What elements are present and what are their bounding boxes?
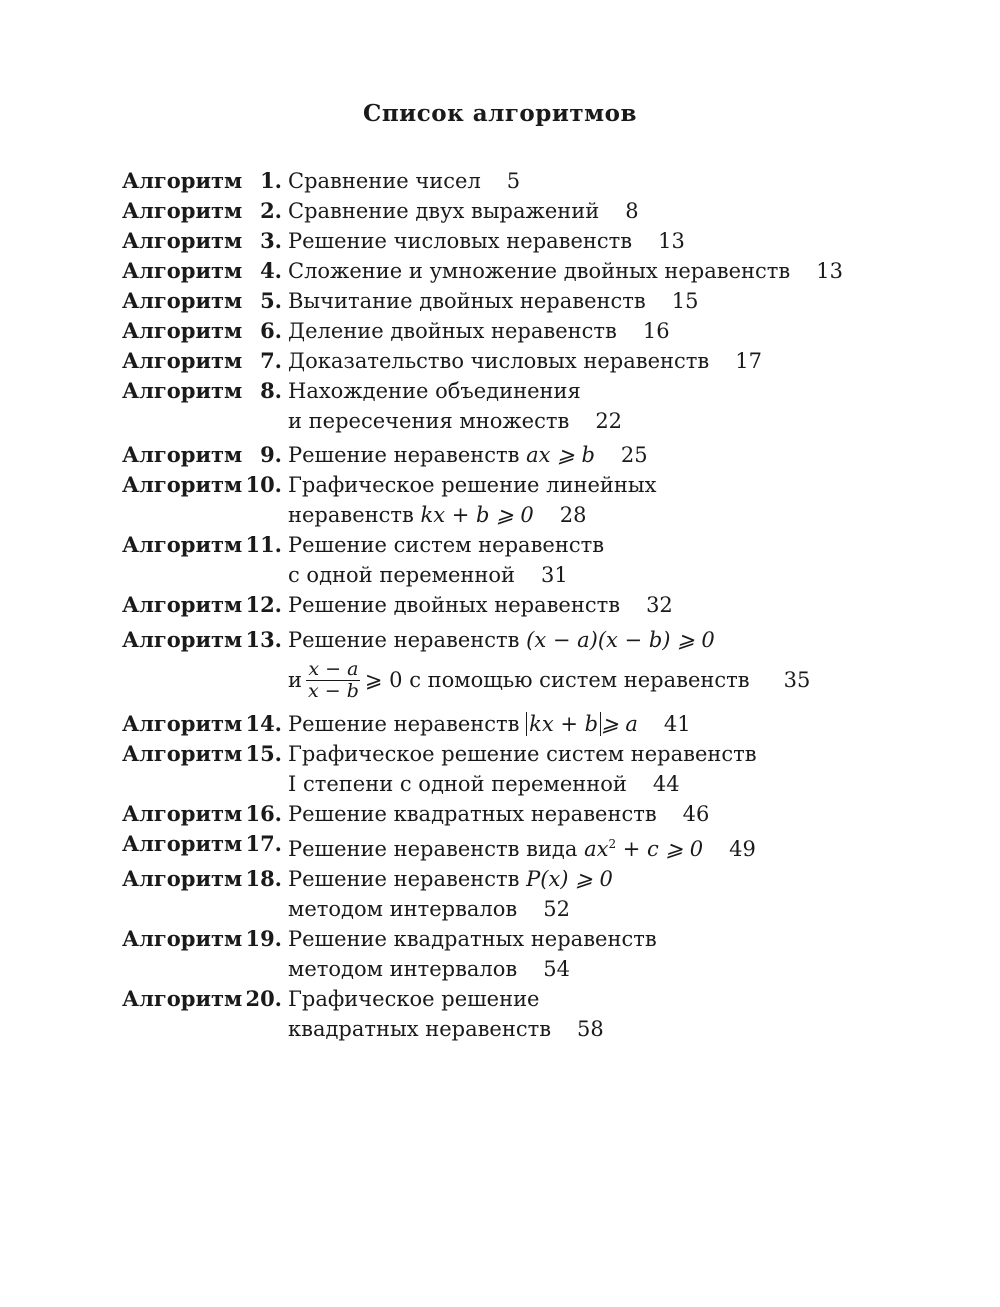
entry-page: 52 — [543, 897, 570, 921]
entry-label-word: Алгоритм — [122, 866, 243, 891]
entry-number: 19. — [245, 926, 282, 951]
entry-label-word: Алгоритм — [122, 168, 243, 193]
entry-label-word: Алгоритм — [122, 288, 243, 313]
entry-number: 5. — [260, 288, 282, 313]
math-exponent: 2 — [608, 837, 617, 851]
fraction — [306, 659, 361, 702]
entry-title: Решение неравенств — [288, 867, 520, 891]
list-item — [122, 286, 922, 316]
entry-title-line: и пересечения множеств — [288, 409, 570, 433]
entry-number: 13. — [245, 627, 282, 652]
list-item — [122, 739, 922, 799]
list-item — [122, 799, 922, 829]
entry-title-line: Графическое решение систем неравенств — [288, 742, 757, 766]
entry-label-word: Алгоритм — [122, 831, 243, 856]
math-relation: + c ⩾ 0 — [622, 837, 704, 861]
entry-title-line: Нахождение объединения — [288, 379, 581, 403]
list-item — [122, 709, 922, 739]
entry-title-line: квадратных неравенств — [288, 1017, 552, 1041]
entry-label-word: Алгоритм — [122, 926, 243, 951]
entry-label-word: Алгоритм — [122, 627, 243, 652]
entry-label-word: Алгоритм — [122, 198, 243, 223]
entry-number: 16. — [245, 801, 282, 826]
entry-number: 10. — [245, 472, 282, 497]
list-item — [122, 924, 922, 984]
entry-label-word: Алгоритм — [122, 228, 243, 253]
entry-number: 12. — [245, 592, 282, 617]
page-title: Список алгоритмов — [363, 100, 637, 127]
entry-page: 16 — [642, 319, 670, 343]
entry-page: 58 — [577, 1017, 604, 1041]
entry-page: 49 — [729, 837, 756, 861]
math-expression: (x − a)(x − b) ⩾ 0 — [526, 628, 715, 652]
entry-page: 32 — [646, 593, 673, 617]
entry-page: 22 — [595, 409, 623, 433]
entry-number: 18. — [245, 866, 282, 891]
math-expression: P(x) ⩾ 0 — [526, 867, 613, 891]
entry-page: 31 — [541, 563, 568, 587]
entry-title: Сравнение чисел — [288, 169, 481, 193]
entry-number: 4. — [260, 258, 282, 283]
entry-label-word: Алгоритм — [122, 318, 243, 343]
entry-title: Сложение и умножение двойных неравенств — [288, 259, 791, 283]
entry-number: 11. — [245, 532, 282, 557]
list-item — [122, 829, 922, 864]
entry-page: 41 — [663, 712, 691, 736]
entry-label-word: Алгоритм — [122, 442, 243, 467]
entry-label-word: Алгоритм — [122, 986, 243, 1011]
list-item — [122, 166, 922, 196]
entry-label-word: Алгоритм — [122, 711, 243, 736]
list-item — [122, 256, 922, 286]
fraction-denominator: x − b — [308, 679, 359, 702]
entry-page: 5 — [506, 169, 521, 193]
entry-label-word: Алгоритм — [122, 472, 243, 497]
fraction-numerator: x − a — [308, 657, 359, 680]
entry-number: 15. — [245, 741, 282, 766]
list-item — [122, 440, 922, 470]
entry-title-line: методом интервалов — [288, 957, 518, 981]
entry-title: Решение квадратных неравенств — [288, 802, 657, 826]
entry-title-line: с помощью систем неравенств — [409, 668, 750, 692]
entry-conjunction: и — [288, 668, 302, 692]
algorithm-list — [122, 166, 922, 1044]
list-item — [122, 864, 922, 924]
entry-title-line: Решение систем неравенств — [288, 533, 605, 557]
entry-label-word: Алгоритм — [122, 801, 243, 826]
list-item — [122, 590, 922, 620]
list-item — [122, 470, 922, 530]
entry-page: 17 — [735, 349, 762, 373]
entry-title: Решение неравенств — [288, 443, 520, 467]
math-relation: ⩾ 0 — [364, 668, 403, 692]
entry-page: 35 — [783, 668, 811, 692]
entry-page: 46 — [682, 802, 710, 826]
entry-label-word: Алгоритм — [122, 348, 243, 373]
entry-title-line: Решение квадратных неравенств — [288, 927, 657, 951]
list-item — [122, 530, 922, 590]
math-relation: ⩾ a — [601, 712, 638, 736]
entry-title: Решение неравенств — [288, 628, 520, 652]
entry-label-word: Алгоритм — [122, 741, 243, 766]
entry-title: Деление двойных неравенств — [288, 319, 617, 343]
entry-title-line: Графическое решение линейных — [288, 473, 657, 497]
entry-title: Решение двойных неравенств — [288, 593, 621, 617]
list-item — [122, 316, 922, 346]
list-item — [122, 376, 922, 436]
entry-page: 13 — [816, 259, 843, 283]
entry-page: 15 — [671, 289, 699, 313]
list-item — [122, 196, 922, 226]
list-item — [122, 346, 922, 376]
math-expression: kx + b — [526, 712, 601, 736]
entry-title: Сравнение двух выражений — [288, 199, 600, 223]
entry-title: Решение неравенств — [288, 712, 520, 736]
entry-page: 54 — [543, 957, 570, 981]
entry-number: 3. — [260, 228, 282, 253]
entry-number: 6. — [260, 318, 282, 343]
entry-title-line: с одной переменной — [288, 563, 516, 587]
entry-number: 7. — [260, 348, 282, 373]
entry-title: Вычитание двойных неравенств — [288, 289, 646, 313]
entry-label-word: Алгоритм — [122, 532, 243, 557]
math-expression: ax ⩾ b — [526, 443, 595, 467]
entry-number: 17. — [245, 831, 282, 856]
entry-title: Решение неравенств вида — [288, 837, 578, 861]
entry-label-word: Алгоритм — [122, 258, 243, 283]
entry-page: 8 — [625, 199, 639, 223]
entry-title: Решение числовых неравенств — [288, 229, 633, 253]
entry-page: 25 — [620, 443, 648, 467]
entry-number: 14. — [245, 711, 282, 736]
math-expression: kx + b ⩾ 0 — [420, 503, 534, 527]
entry-number: 9. — [260, 442, 282, 467]
list-item — [122, 625, 922, 705]
entry-number: 20. — [245, 986, 282, 1011]
entry-label-word: Алгоритм — [122, 378, 243, 403]
entry-title: Доказательство числовых неравенств — [288, 349, 710, 373]
entry-title-line: методом интервалов — [288, 897, 518, 921]
entry-page: 28 — [559, 503, 587, 527]
entry-number: 1. — [260, 168, 282, 193]
entry-label-word: Алгоритм — [122, 592, 243, 617]
entry-title-line: неравенств — [288, 503, 414, 527]
entry-title-line: I степени с одной переменной — [288, 772, 627, 796]
list-item — [122, 226, 922, 256]
entry-page: 44 — [652, 772, 680, 796]
entry-title-line: Графическое решение — [288, 987, 540, 1011]
entry-number: 8. — [260, 378, 282, 403]
entry-page: 13 — [658, 229, 685, 253]
entry-number: 2. — [260, 198, 282, 223]
math-expression: ax — [584, 837, 609, 861]
list-item — [122, 984, 922, 1044]
